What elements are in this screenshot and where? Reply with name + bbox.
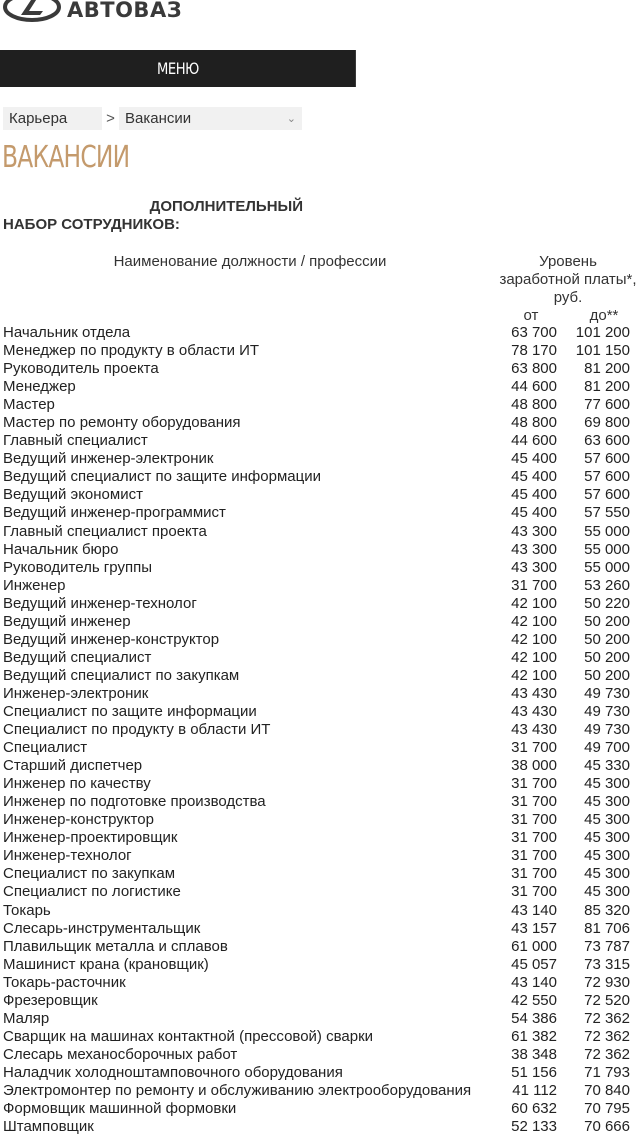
salary-from: 63 700 [511,324,557,341]
table-row [0,793,640,811]
table-row [0,739,640,757]
vacancy-name: Инженер-проектировщик [3,829,178,847]
salary-to: 81 706 [584,919,630,937]
table-row [0,775,640,793]
salary-to: 72 930 [584,973,630,991]
vacancy-name: Ведущий инженер [3,612,131,630]
column-header-salary [494,253,640,307]
vacancy-name: Ведущий инженер-программист [3,504,226,522]
salary-to: 81 200 [584,360,630,378]
vacancy-name: Инженер-технолог [3,847,132,865]
table-row [0,847,640,865]
table-row [0,757,640,775]
table-row [0,613,640,631]
table-row [0,577,640,595]
vacancy-name: Ведущий специалист по закупкам [3,666,240,684]
salary-to: 72 362 [584,1027,630,1045]
salary-from: 43 430 [511,702,557,720]
salary-to: 55 000 [584,540,630,558]
salary-to: 50 200 [584,612,630,630]
vacancy-name: Специалист по продукту в области ИТ [3,721,271,739]
salary-to: 73 315 [584,955,630,973]
salary-to: 77 600 [584,396,630,414]
table-row [0,342,640,360]
section-subtitle [3,198,303,234]
salary-from: 48 800 [511,414,557,432]
breadcrumb-item-career[interactable] [3,107,102,130]
breadcrumb-label-career: Карьера [9,110,68,127]
table-row [0,992,640,1010]
salary-from: 54 386 [511,1009,557,1027]
salary-from: 41 112 [512,1081,557,1099]
salary-to: 63 600 [584,432,630,450]
table-row [0,559,640,577]
column-header-from: от [523,307,539,324]
salary-from: 61 382 [511,1027,557,1045]
salary-from: 45 400 [511,468,557,486]
table-row [0,504,640,522]
table-row [0,1100,640,1118]
vacancy-name: Токарь [3,901,51,919]
salary-to: 69 800 [584,414,630,432]
salary-from: 52 133 [511,1118,557,1136]
salary-from: 43 300 [511,540,557,558]
vacancy-name: Инженер по качеству [3,775,151,793]
menu-button[interactable]: МЕНЮ [0,50,356,87]
salary-to: 50 200 [584,648,630,666]
salary-to: 57 550 [584,504,630,522]
vacancy-name: Специалист [3,739,88,757]
table-row [0,974,640,992]
salary-header-line3: руб. [553,289,583,306]
salary-to: 73 787 [584,937,630,955]
salary-from: 45 057 [511,955,557,973]
vacancy-name: Руководитель группы [3,558,152,576]
breadcrumb [3,107,302,130]
table-row [0,541,640,559]
vacancy-name: Мастер по ремонту оборудования [3,414,241,432]
table-row [0,829,640,847]
table-row [0,667,640,685]
vacancy-name: Сварщик на машинах контактной (прессовой) сварки [3,1027,374,1045]
vacancy-name: Маляр [3,1009,50,1027]
vacancy-name: Плавильщик металла и сплавов [3,937,228,955]
salary-to: 50 220 [584,594,630,612]
salary-to: 101 200 [575,324,630,341]
salary-to: 85 320 [584,901,630,919]
salary-from: 42 100 [511,630,557,648]
salary-to: 72 362 [584,1045,630,1063]
vacancy-name: Инженер-электроник [3,684,149,702]
salary-to: 71 793 [584,1063,630,1081]
vacancy-name: Формовщик машинной формовки [3,1100,237,1118]
salary-to: 50 200 [584,630,630,648]
table-row [0,396,640,414]
salary-to: 72 362 [584,1009,630,1027]
vacancy-name: Инженер по подготовке производства [3,793,266,811]
salary-to: 49 700 [584,739,630,757]
salary-to: 45 330 [584,757,630,775]
vacancy-name: Ведущий экономист [3,486,143,504]
salary-from: 38 000 [511,757,557,775]
salary-to: 57 600 [584,486,630,504]
salary-from: 42 100 [511,648,557,666]
column-header-name: Наименование должности / профессии [113,253,387,270]
salary-from: 43 140 [511,973,557,991]
vacancy-name: Главный специалист проекта [3,522,207,540]
salary-to: 49 730 [584,721,630,739]
salary-from: 31 700 [511,576,557,594]
table-row [0,1046,640,1064]
vacancy-name: Инженер [3,576,66,594]
salary-to: 55 000 [584,558,630,576]
salary-from: 31 700 [511,775,557,793]
salary-to: 57 600 [584,450,630,468]
salary-from: 42 100 [511,612,557,630]
table-row [0,956,640,974]
site-header [0,0,640,28]
table-row [0,432,640,450]
vacancy-name: Главный специалист [3,432,148,450]
salary-from: 31 700 [511,865,557,883]
salary-from: 31 700 [511,811,557,829]
column-header-to: до** [589,307,619,324]
salary-from: 51 156 [511,1063,557,1081]
vacancy-name: Ведущий специалист по защите информации [3,468,321,486]
vacancy-name: Начальник отдела [3,324,131,341]
salary-to: 70 666 [584,1118,630,1136]
salary-from: 43 157 [511,919,557,937]
salary-header-line2: заработной платы*, [499,271,637,288]
salary-from: 43 430 [511,721,557,739]
salary-to: 45 300 [584,811,630,829]
salary-from: 43 430 [511,684,557,702]
vacancy-name: Старший диспетчер [3,757,143,775]
vacancy-name: Слесарь-инструментальщик [3,919,201,937]
vacancy-name: Менеджер [3,378,76,396]
table-row [0,1010,640,1028]
table-row [0,360,640,378]
salary-to: 49 730 [584,702,630,720]
vacancy-table [0,324,640,1136]
table-row [0,811,640,829]
salary-from: 45 400 [511,486,557,504]
vacancy-name: Ведущий специалист [3,648,152,666]
vacancy-name: Менеджер по продукту в области ИТ [3,342,260,360]
table-row [0,324,640,342]
breadcrumb-separator: > [106,110,115,127]
salary-to: 72 520 [584,991,630,1009]
salary-from: 31 700 [511,883,557,901]
table-row [0,902,640,920]
salary-from: 44 600 [511,432,557,450]
salary-from: 44 600 [511,378,557,396]
vacancy-name: Специалист по защите информации [3,702,257,720]
vacancy-name: Токарь-расточник [3,973,126,991]
table-row [0,703,640,721]
table-row [0,1082,640,1100]
table-row [0,523,640,541]
vacancy-name: Электромонтер по ремонту и обслуживанию электрооборудования [3,1081,472,1099]
salary-from: 45 400 [511,504,557,522]
salary-from: 43 300 [511,558,557,576]
salary-to: 45 300 [584,883,630,901]
page-title: ВАКАНСИИ [2,140,130,175]
table-row [0,1064,640,1082]
vacancy-name: Машинист крана (крановщик) [3,955,209,973]
vacancy-name: Ведущий инженер-электроник [3,450,214,468]
breadcrumb-select-vacancies[interactable] [119,107,302,130]
salary-to: 70 840 [584,1081,630,1099]
salary-from: 31 700 [511,739,557,757]
salary-from: 42 100 [511,594,557,612]
table-row [0,865,640,883]
table-row [0,414,640,432]
table-row [0,1118,640,1136]
table-row [0,721,640,739]
salary-to: 49 730 [584,684,630,702]
table-row [0,450,640,468]
salary-from: 78 170 [511,342,557,360]
vacancy-name: Ведущий инженер-конструктор [3,630,220,648]
salary-from: 31 700 [511,829,557,847]
salary-to: 101 150 [575,342,630,360]
salary-from: 48 800 [511,396,557,414]
salary-from: 43 300 [511,522,557,540]
vacancy-name: Фрезеровщик [3,991,98,1009]
table-row [0,468,640,486]
table-row [0,595,640,613]
vacancy-name: Штамповщик [3,1118,94,1136]
salary-to: 45 300 [584,829,630,847]
salary-to: 81 200 [584,378,630,396]
salary-to: 45 300 [584,847,630,865]
salary-to: 45 300 [584,775,630,793]
table-row [0,920,640,938]
breadcrumb-label-vacancies: Вакансии [125,110,192,127]
salary-to: 70 795 [584,1100,630,1118]
salary-from: 45 400 [511,450,557,468]
table-row [0,938,640,956]
salary-from: 31 700 [511,847,557,865]
vacancy-name: Ведущий инженер-технолог [3,594,197,612]
salary-from: 61 000 [511,937,557,955]
table-row [0,378,640,396]
salary-to: 45 300 [584,793,630,811]
salary-from: 42 100 [511,666,557,684]
vacancy-name: Начальник бюро [3,540,119,558]
salary-to: 53 260 [584,576,630,594]
table-row [0,1028,640,1046]
vacancy-name: Слесарь механосборочных работ [3,1045,238,1063]
vacancy-name: Специалист по закупкам [3,865,176,883]
vacancy-name: Инженер-конструктор [3,811,154,829]
chevron-down-icon: ⌄ [286,113,296,125]
vacancy-name: Специалист по логистике [3,883,181,901]
salary-from: 60 632 [511,1100,557,1118]
salary-to: 50 200 [584,666,630,684]
salary-to: 45 300 [584,865,630,883]
vacancy-name: Мастер [3,396,55,414]
lada-logo-icon[interactable] [2,0,62,24]
table-row [0,883,640,901]
subtitle-line2: НАБОР СОТРУДНИКОВ: [3,216,180,233]
logo-text[interactable]: АВТОВАЗ [67,0,183,22]
vacancy-name: Руководитель проекта [3,360,159,378]
salary-header-line1: Уровень [539,253,597,270]
salary-from: 43 140 [511,901,557,919]
salary-from: 42 550 [511,991,557,1009]
salary-from: 38 348 [511,1045,557,1063]
vacancy-name: Наладчик холодноштамповочного оборудования [3,1063,343,1081]
subtitle-line1: ДОПОЛНИТЕЛЬНЫЙ [149,198,303,215]
salary-from: 31 700 [511,793,557,811]
table-row [0,486,640,504]
table-row [0,685,640,703]
table-row [0,649,640,667]
salary-to: 55 000 [584,522,630,540]
salary-from: 63 800 [511,360,557,378]
table-row [0,631,640,649]
salary-to: 57 600 [584,468,630,486]
